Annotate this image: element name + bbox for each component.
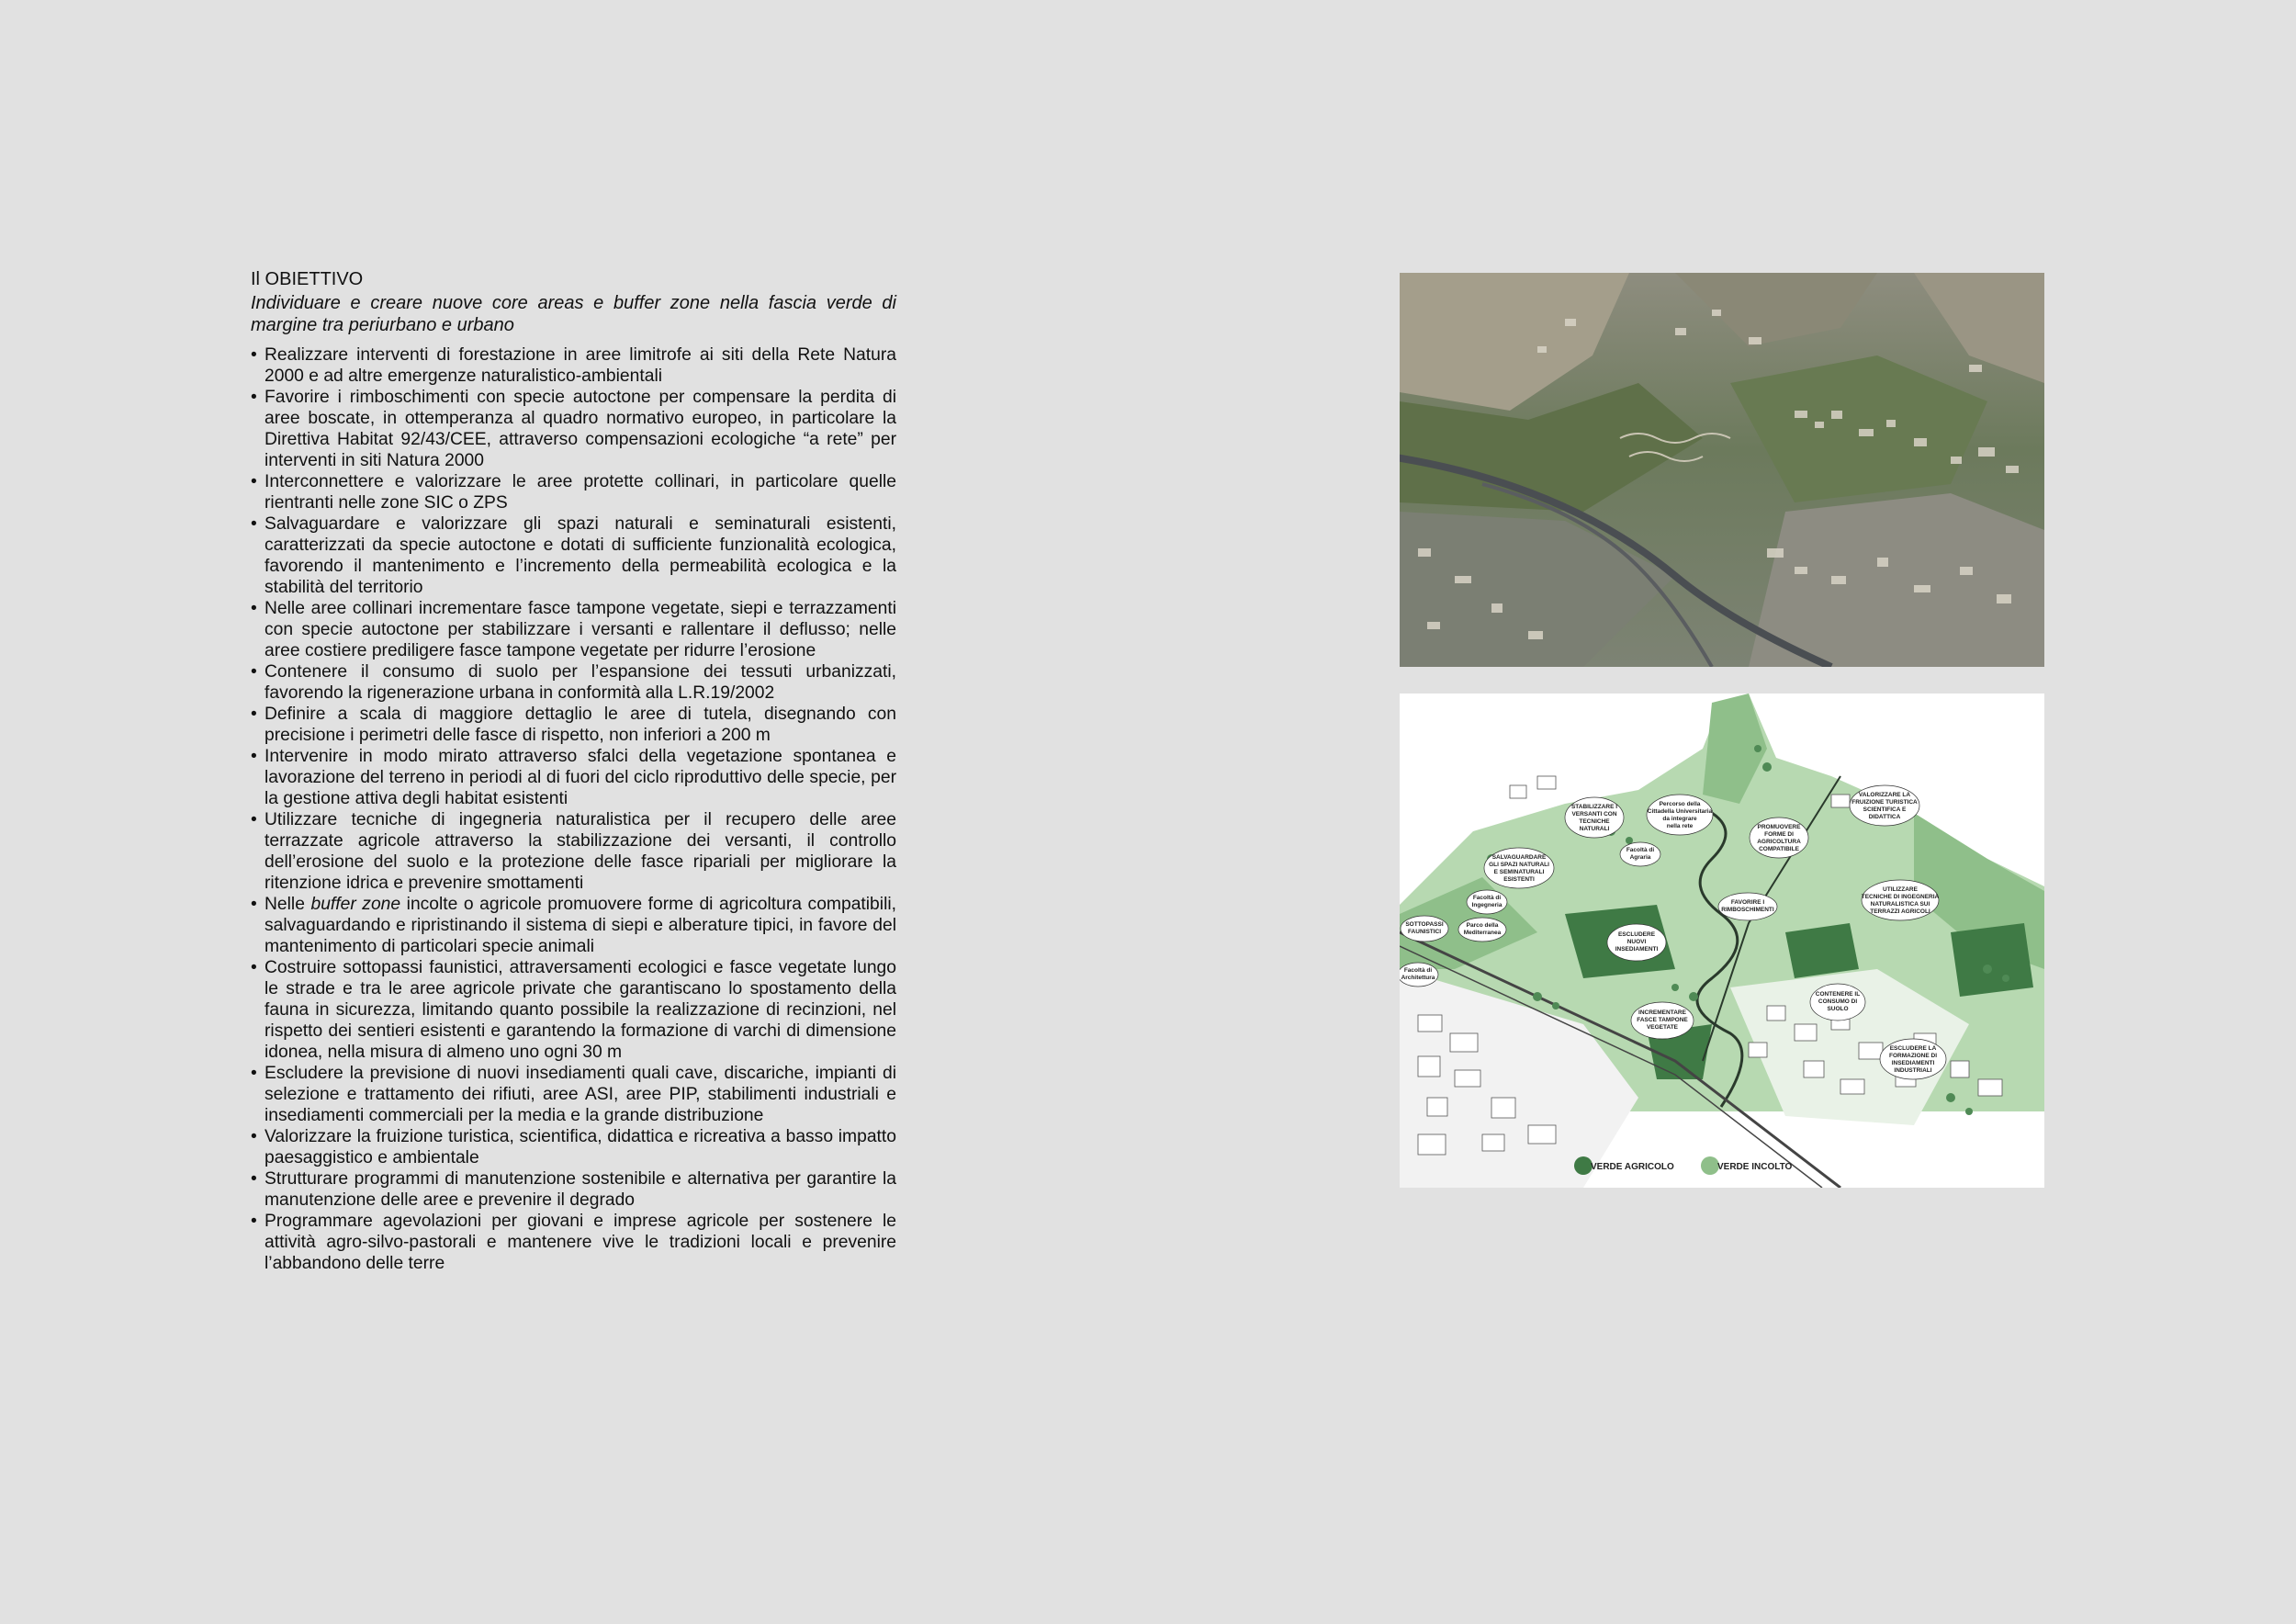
legend-agricolo-label: VERDE AGRICOLO [1591,1162,1674,1172]
label-architettura [1400,963,1438,987]
label-sottopassi [1401,916,1448,942]
svg-text:COMPATIBILE: COMPATIBILE [1759,846,1799,852]
bullet-icon: • [251,1064,257,1083]
section-heading: Il OBIETTIVO [251,269,364,289]
svg-text:Cittadella Universitaria: Cittadella Universitaria [1647,808,1713,815]
bullet-icon: • [251,345,257,365]
bullet-icon: • [251,388,257,407]
list-item: • Programmare agevolazioni per giovani e imprese agricole per sostenere le attività agro-silvo-pastorali e mantenere vive le tradizioni locali e prevenire l’abbandono delle terre [251,1212,896,1273]
list-item: • Salvaguardare e valorizzare gli spazi naturali e seminaturali esistenti, caratterizzati da specie autoctone e dotati di sufficiente funzionalità ecologica, favorendo il mantenimento e l’incremento della permeabilità ecologica e la stabilità del territorio [251,514,896,597]
svg-text:INSEDIAMENTI: INSEDIAMENTI [1891,1060,1935,1066]
list-item: • Costruire sottopassi faunistici, attraversamenti ecologici e fasce vegetate lungo le strade e tra le aree agricole private che garantiscano lo spostamento della fauna in sicurezza, limitando quanto possibile la realizzazione di recinzioni, nel rispetto dei sentieri esistenti e garantendo la formazione di varchi di dimensione idonea, nella misura di almeno uno ogni 30 m [251,958,896,1062]
label-agraria [1620,842,1660,866]
svg-text:Facoltà di: Facoltà di [1626,847,1655,853]
list-item: • Valorizzare la fruizione turistica, scientifica, didattica e ricreativa a basso impatto paesaggistico e ambientale [251,1127,896,1167]
svg-text:Percorso della: Percorso della [1659,801,1701,807]
bullet-icon: • [251,472,257,491]
svg-text:ESISTENTI: ESISTENTI [1503,876,1535,883]
svg-text:Architettura: Architettura [1401,975,1435,981]
bullet-icon: • [251,1169,257,1189]
svg-text:STABILIZZARE I: STABILIZZARE I [1570,804,1618,810]
svg-text:VEGETATE: VEGETATE [1646,1024,1679,1031]
objective-list [251,344,896,1274]
svg-text:INDUSTRIALI: INDUSTRIALI [1894,1067,1932,1074]
label-favorire [1718,893,1777,920]
green-buffer-diagram [1400,694,2044,1188]
svg-text:nella rete: nella rete [1666,823,1694,829]
svg-text:Ingegneria: Ingegneria [1471,902,1503,908]
svg-text:VALORIZZARE LA: VALORIZZARE LA [1858,792,1911,798]
list-item: • Definire a scala di maggiore dettaglio le aree di tutela, disegnando con precisione i perimetri delle fasce di rispetto, non inferiori a 200 m [251,705,896,745]
svg-text:PROMUOVERE: PROMUOVERE [1757,824,1801,830]
svg-text:FASCE TAMPONE: FASCE TAMPONE [1637,1017,1688,1023]
aerial-photo [1400,273,2044,667]
svg-text:VERSANTI CON: VERSANTI CON [1571,811,1617,818]
svg-text:FORMAZIONE DI: FORMAZIONE DI [1889,1053,1937,1059]
svg-text:ESCLUDERE LA: ESCLUDERE LA [1889,1045,1937,1052]
svg-text:TERRAZZI AGRICOLI: TERRAZZI AGRICOLI [1870,908,1930,915]
label-valorizzare [1850,785,1919,826]
svg-text:CONSUMO DI: CONSUMO DI [1818,998,1858,1005]
bullet-icon: • [251,1212,257,1231]
label-salvaguardare [1484,848,1554,888]
svg-text:INCREMENTARE: INCREMENTARE [1638,1009,1686,1016]
svg-text:AGRICOLTURA: AGRICOLTURA [1757,839,1801,845]
label-percorso [1647,795,1713,835]
svg-text:RIMBOSCHIMENTI: RIMBOSCHIMENTI [1721,907,1774,913]
label-stabilizzare [1565,797,1624,838]
objective-text-column [251,268,896,1274]
svg-text:FORME DI: FORME DI [1764,831,1794,838]
svg-text:Facoltà di: Facoltà di [1403,967,1433,974]
legend-agricolo-swatch [1574,1156,1593,1175]
list-item: • Utilizzare tecniche di ingegneria naturalistica per il recupero delle aree terrazzate agricole attraverso la stabilizzazione dei versanti, il controllo dell’erosione del suolo e la protezione delle fasce ripariali per migliorare la ritenzione idrica e prevenire smottamenti [251,810,896,893]
list-item: • Interconnettere e valorizzare le aree protette collinari, in particolare quelle rientranti nelle zone SIC o ZPS [251,472,896,513]
svg-text:ESCLUDERE: ESCLUDERE [1617,931,1656,938]
label-escludere [1607,924,1666,961]
svg-text:FAUNISTICI: FAUNISTICI [1407,929,1442,935]
svg-text:FRUIZIONE TURISTICA: FRUIZIONE TURISTICA [1851,799,1918,806]
svg-text:NUOVI: NUOVI [1626,939,1647,945]
svg-text:da integrare: da integrare [1662,816,1697,822]
bullet-icon: • [251,810,257,829]
svg-text:Agraria: Agraria [1629,854,1651,861]
svg-text:Mediterranea: Mediterranea [1463,930,1502,936]
label-ingegneria [1467,890,1507,914]
svg-text:DIDATTICA: DIDATTICA [1868,814,1901,820]
svg-text:SOTTOPASSI: SOTTOPASSI [1405,921,1444,928]
svg-text:CONTENERE IL: CONTENERE IL [1815,991,1861,998]
bullet-icon: • [251,599,257,618]
label-incrementare [1631,1002,1694,1039]
svg-text:E SEMINATURALI: E SEMINATURALI [1493,869,1545,875]
list-item: • Intervenire in modo mirato attraverso sfalci della vegetazione spontanea e lavorazione del terreno in periodi al di fuori del ciclo riproduttivo delle specie, per la gestione attiva degli habitat esistenti [251,747,896,808]
svg-text:Facoltà di: Facoltà di [1472,895,1502,901]
svg-text:SCIENTIFICA E: SCIENTIFICA E [1863,806,1907,813]
bullet-icon: • [251,662,257,682]
label-promuovere [1750,818,1808,858]
bullet-icon: • [251,747,257,766]
bullet-icon: • [251,705,257,724]
bullet-icon: • [251,895,257,914]
svg-text:NATURALI: NATURALI [1579,826,1610,832]
label-contenere [1810,984,1865,1021]
svg-text:NATURALISTICA SUI: NATURALISTICA SUI [1870,901,1930,908]
label-escludere-industriali [1880,1039,1946,1079]
svg-text:SALVAGUARDARE: SALVAGUARDARE [1491,854,1547,861]
aerial-photo-illustration [1400,273,2044,667]
diagram-illustration [1400,694,2044,1188]
list-item: • Favorire i rimboschimenti con specie autoctone per compensare la perdita di aree boscate, in ottemperanza al quadro normativo europeo, in particolare la Direttiva Habitat 92/43/CEE, attraverso compensazioni ecologiche “a rete” per interventi in siti Natura 2000 [251,388,896,470]
list-item: • Contenere il consumo di suolo per l’espansione dei tessuti urbanizzati, favorendo la rigenerazione urbana in conformità alla L.R.19/2002 [251,662,896,703]
bullet-icon: • [251,958,257,977]
svg-text:TECNICHE DI INGEGNERIA: TECNICHE DI INGEGNERIA [1861,894,1940,900]
svg-text:UTILIZZARE: UTILIZZARE [1883,886,1918,893]
svg-text:FAVORIRE I: FAVORIRE I [1730,899,1765,906]
bullet-icon: • [251,514,257,534]
svg-text:Parco della: Parco della [1466,922,1499,929]
list-item: • Escludere la previsione di nuovi insediamenti quali cave, discariche, impianti di selezione e trattamento dei rifiuti, aree ASI, aree PIP, stabilimenti industriali e insediamenti commerciali per la media e la grande distribuzione [251,1064,896,1125]
diagram-legend [1574,1156,1793,1175]
legend-incolto-label: VERDE INCOLTO [1717,1162,1793,1172]
bullet-icon: • [251,1127,257,1146]
svg-text:GLI SPAZI NATURALI: GLI SPAZI NATURALI [1489,862,1549,868]
svg-text:INSEDIAMENTI: INSEDIAMENTI [1615,946,1659,953]
list-item: • Strutturare programmi di manutenzione sostenibile e alternativa per garantire la manutenzione delle aree e prevenire il degrado [251,1169,896,1210]
svg-text:TECNICHE: TECNICHE [1579,818,1610,825]
legend-incolto-swatch [1701,1156,1719,1175]
list-item-buffer-zone: • Nelle buffer zone incolte o agricole promuovere forme di agricoltura compatibili, salvaguardando e ripristinando il sistema di siepi e alberature tipici, in favore del mantenimento di particolari specie animali [251,895,896,956]
label-parco [1458,918,1506,942]
section-subtitle: Individuare e creare nuove core areas e buffer zone nella fascia verde di margine tra periurbano e urbano [251,293,896,335]
svg-text:SUOLO: SUOLO [1827,1006,1849,1012]
list-item: • Nelle aree collinari incrementare fasce tampone vegetate, siepi e terrazzamenti con specie autoctone per stabilizzare i versanti e rallentare il deflusso; nelle aree costiere prediligere fasce tampone vegetate per ridurre l’erosione [251,599,896,660]
list-item: • Realizzare interventi di forestazione in aree limitrofe ai siti della Rete Natura 2000 e ad altre emergenze naturalistico-ambientali [251,345,896,386]
label-utilizzare [1862,880,1940,920]
